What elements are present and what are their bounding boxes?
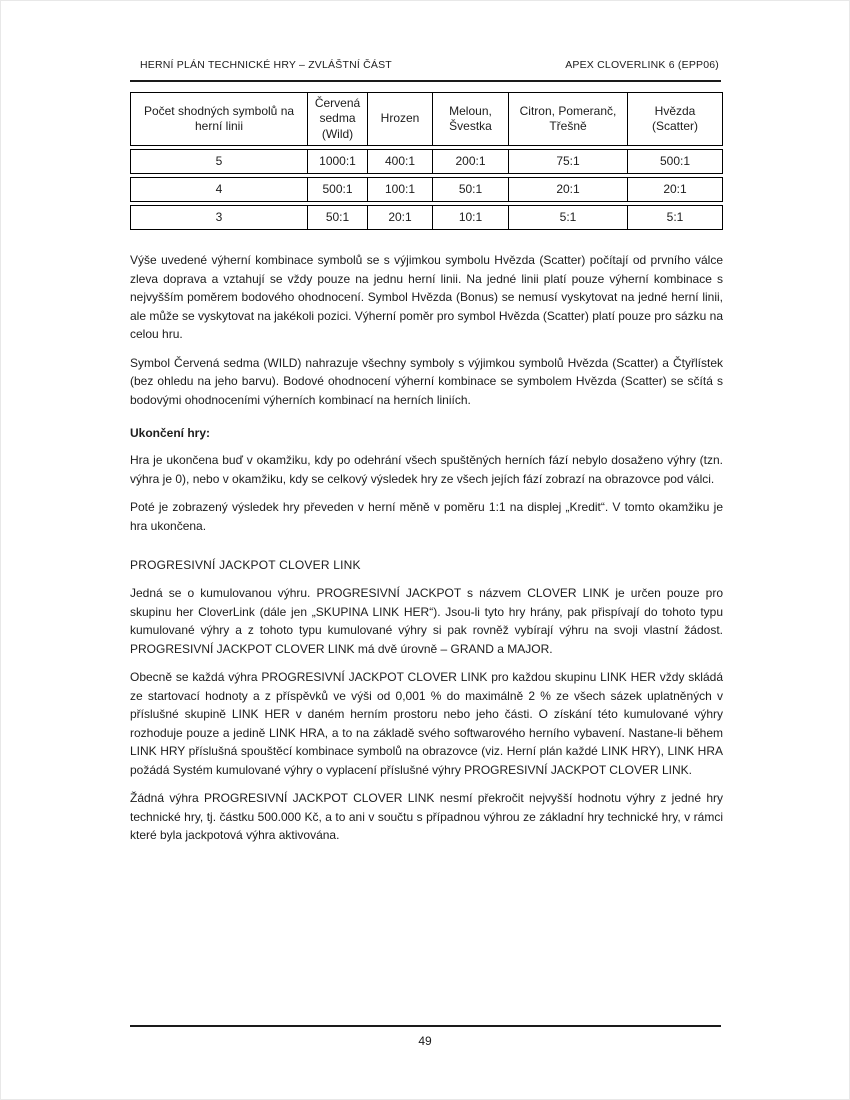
paytable-row: [130, 177, 723, 202]
paytable-header-cell: Hvězda (Scatter): [651, 103, 698, 133]
paytable-header-cell: Meloun, Švestka: [433, 93, 509, 145]
paytable-cell: 500:1: [659, 153, 691, 168]
paragraph-jackpot-3: Žádná výhra PROGRESIVNÍ JACKPOT CLOVER LINK nesmí překročit nejvyšší hodnotu výhry z jedné hry technické hry, tj. částku 500.000 Kč, a to ani v součtu s případnou výhrou ze základní hry technické hry, v rámci které byla jackpotová výhra aktivována.: [130, 791, 723, 842]
paytable-cell: 20:1: [663, 181, 687, 196]
paytable-header-row: [130, 92, 723, 146]
body-text: [130, 251, 723, 845]
paytable-cell: 100:1: [368, 178, 433, 201]
paytable-cell: 20:1: [368, 206, 433, 229]
paytable-cell: 50:1: [308, 206, 368, 229]
paytable-cell: 500:1: [308, 178, 368, 201]
paytable-cell: 400:1: [368, 150, 433, 173]
paytable-cell: 5:1: [509, 206, 628, 229]
paytable: [130, 92, 723, 230]
paytable-header-cell: Hrozen: [368, 93, 433, 145]
header-title-right: APEX CLOVERLINK 6 (EPP06): [565, 59, 719, 71]
paytable-cell: 200:1: [433, 150, 509, 173]
paytable-cell: 5: [131, 150, 308, 173]
section-heading-progressive-jackpot: PROGRESIVNÍ JACKPOT CLOVER LINK: [130, 558, 361, 572]
paytable-header-cell: Počet shodných symbolů na herní linii: [131, 93, 308, 145]
paytable-header-cell: Červená sedma (Wild): [308, 93, 368, 145]
paytable-cell: 4: [131, 178, 308, 201]
paragraph-win-combinations: Výše uvedené výherní kombinace symbolů se s výjimkou symbolu Hvězda (Scatter) počítají od prvního válce zleva doprava a vztahují se vždy pouze na jednu herní linii. Na jedné linii platí pouze výherní kombinace s nejvyšším poměrem bodového ohodnocení. Symbol Hvězda (Bonus) se nemusí vyskytovat na jedné herní linii, ale může se vyskytovat na jakékoli pozici. Výherní poměr pro symbol Hvězda (Scatter) platí pouze pro sázku na celou hru.: [130, 253, 723, 341]
paytable-row: [130, 205, 723, 230]
paytable-cell: 75:1: [509, 150, 628, 173]
page-number: 49: [418, 1034, 432, 1048]
paytable-cell: 10:1: [433, 206, 509, 229]
section-heading-game-end: Ukončení hry:: [130, 426, 211, 440]
paytable-cell: 5:1: [666, 209, 684, 224]
paytable-row: [130, 149, 723, 174]
paragraph-jackpot-2: Obecně se každá výhra PROGRESIVNÍ JACKPOT CLOVER LINK pro každou skupinu LINK HER vždy skládá ze startovací hodnoty a z příspěvků ve výši od 0,001 % do maximálně 2 % ze všech sázek uplatněných v příslušné skupině LINK HER v daném herním prostoru nebo jeho části. O získání této kumulované výhry rozhoduje pouze a jedině LINK HRA, a to na základě svého softwarového herního vybavení. Nastane-li během LINK HRY příslušná spouštěcí kombinace symbolů na obrazovce (viz. Herní plán každé LINK HRY), LINK HRA požádá Systém kumulované výhry o vyplacení příslušné výhry PROGRESIVNÍ JACKPOT CLOVER LINK.: [130, 670, 723, 777]
paytable-body: [130, 149, 723, 230]
paragraph-game-end-2: Poté je zobrazený výsledek hry převeden v herní měně v poměru 1:1 na displej „Kredit“. V tomto okamžiku je hra ukončena.: [130, 500, 723, 533]
page-header: [130, 59, 721, 82]
paragraph-wild-symbol: Symbol Červená sedma (WILD) nahrazuje všechny symboly s výjimkou symbolů Hvězda (Scatter) a Čtyřlístek (bez ohledu na jeho barvu). Bodové ohodnocení výherní kombinace se symbolem Hvězda (Scatter) se sčítá s bodovými ohodnoceními výherních kombinací na herních liniích.: [130, 355, 723, 407]
page-content: [130, 92, 723, 855]
paytable-cell: 20:1: [509, 178, 628, 201]
paytable-header-cell: Citron, Pomeranč, Třešně: [509, 93, 628, 145]
paragraph-game-end-1: Hra je ukončena buď v okamžiku, kdy po odehrání všech spuštěných herních fází nebylo dosaženo výhry (tzn. výhra je 0), nebo v okamžiku, kdy se celkový výsledek hry ze všech jejích fází zobrazí na obrazovce pod válci.: [130, 453, 723, 486]
paytable-cell: 1000:1: [308, 150, 368, 173]
paytable-cell: 3: [131, 206, 308, 229]
paytable-cell: 50:1: [433, 178, 509, 201]
paragraph-jackpot-1: Jedná se o kumulovanou výhru. PROGRESIVNÍ JACKPOT s názvem CLOVER LINK je určen pouze pro skupinu her CloverLink (dále jen „SKUPINA LINK HER“). Jsou-li tyto hry hrány, pak přispívají do tohoto typu kumulované výhry a z tohoto typu kumulované výhry si pak rovněž vybírají výhru na svoji vlastní žádost. PROGRESIVNÍ JACKPOT CLOVER LINK má dvě úrovně – GRAND a MAJOR.: [130, 586, 723, 656]
footer-rule: [130, 1025, 721, 1027]
header-title-left: HERNÍ PLÁN TECHNICKÉ HRY – ZVLÁŠTNÍ ČÁST: [140, 59, 392, 71]
